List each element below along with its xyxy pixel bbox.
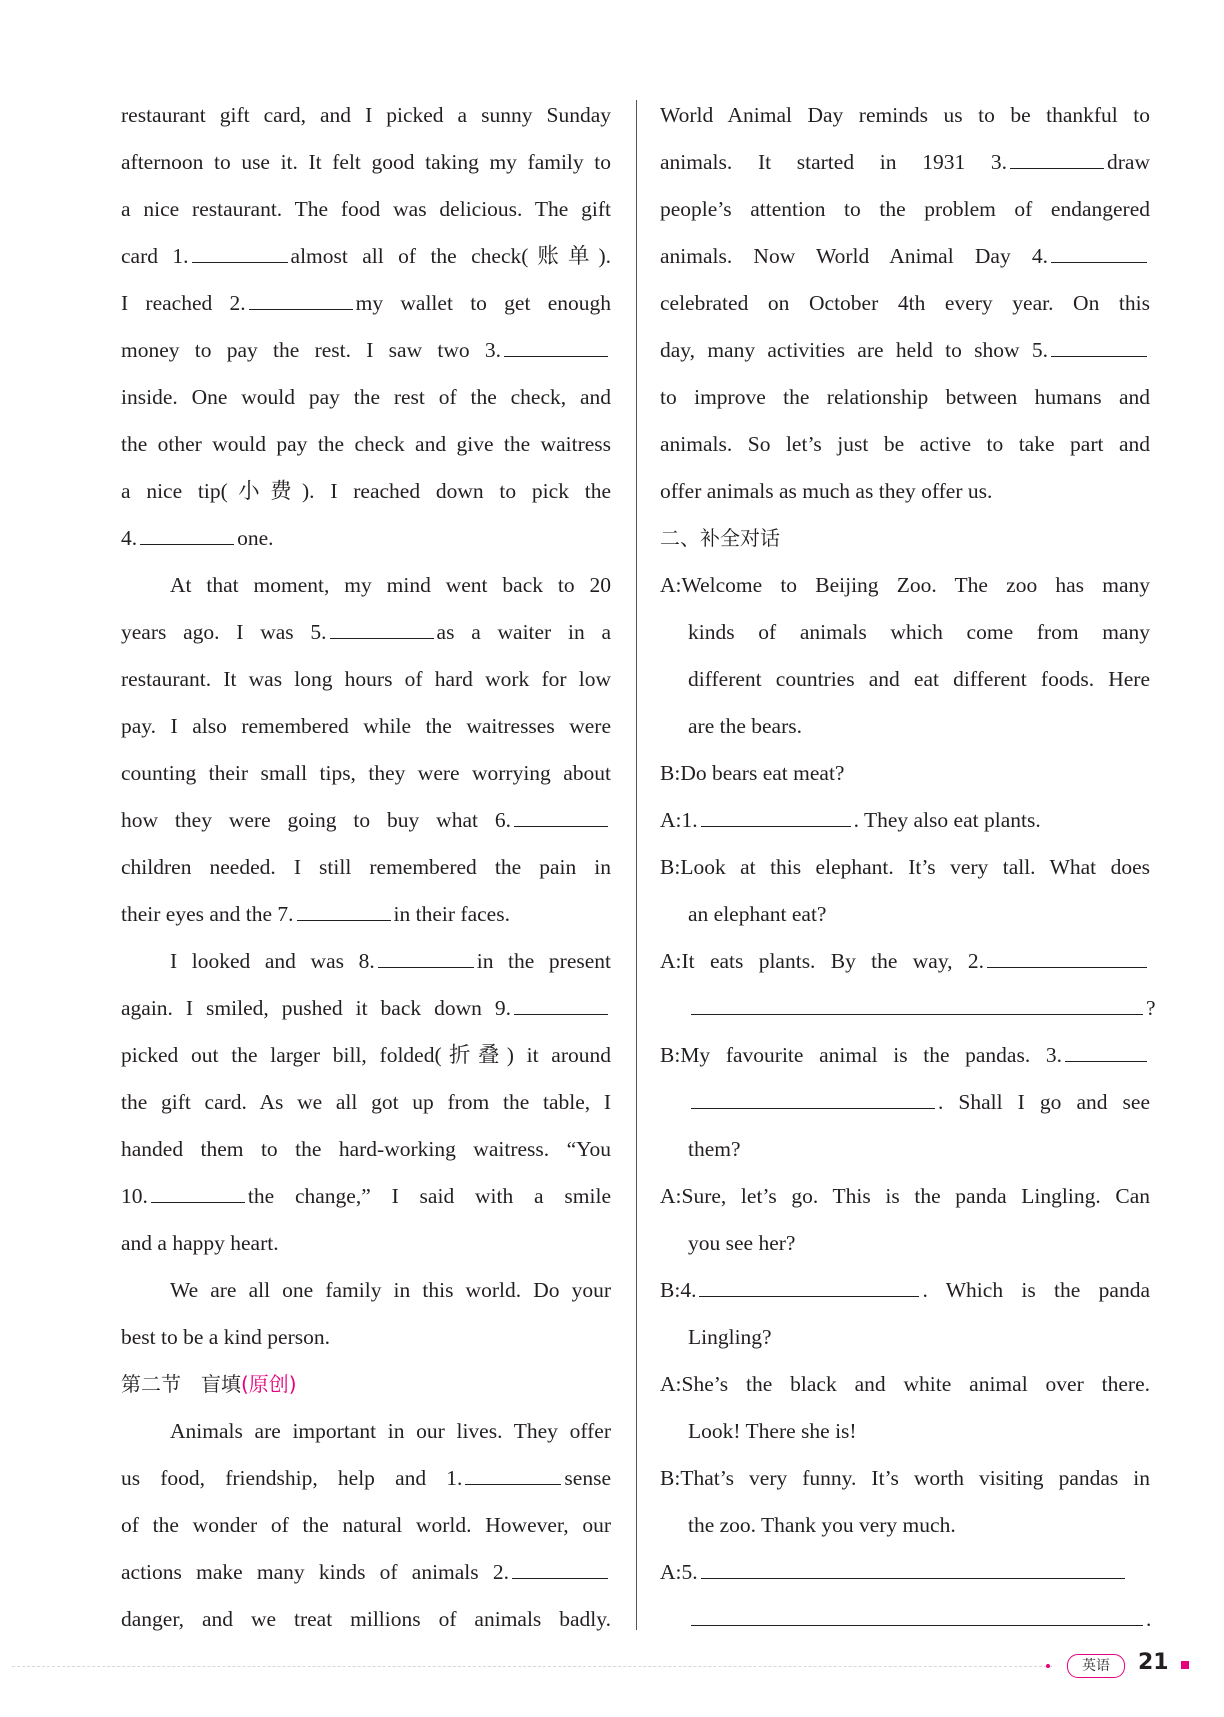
- answer-blank[interactable]: [465, 1467, 561, 1485]
- text-segment: We are all one family in this world. Do your: [170, 1278, 611, 1302]
- text-segment: as a waiter in a: [436, 620, 611, 644]
- text-line: [660, 1361, 1150, 1408]
- text-line: [121, 1314, 611, 1361]
- answer-blank[interactable]: [512, 1561, 608, 1579]
- answer-blank[interactable]: [514, 997, 608, 1015]
- text-segment: animals. It started in 1931 3.: [660, 150, 1008, 174]
- text-segment: A:She’s the black and white animal over there.: [660, 1372, 1150, 1396]
- text-segment: B:4.: [660, 1278, 697, 1302]
- text-line: [660, 1502, 1150, 1549]
- text-line: [121, 1126, 611, 1173]
- answer-blank[interactable]: [1065, 1044, 1147, 1062]
- text-segment: the zoo. Thank you very much.: [688, 1513, 956, 1537]
- text-segment: best to be a kind person.: [121, 1325, 330, 1349]
- text-line: [121, 562, 611, 609]
- text-segment: I reached 2.: [121, 291, 246, 315]
- text-line: [660, 1267, 1150, 1314]
- text-segment: B:Do bears eat meat?: [660, 761, 845, 785]
- text-segment: B:That’s very funny. It’s worth visiting pandas in: [660, 1466, 1150, 1490]
- text-segment: almost all of the check(账单).: [290, 244, 611, 268]
- subject-badge: 英语: [1067, 1654, 1125, 1678]
- text-segment: offer animals as much as they offer us.: [660, 479, 993, 503]
- text-segment: counting their small tips, they were worrying about: [121, 761, 611, 785]
- text-line: [121, 1079, 611, 1126]
- answer-blank[interactable]: [514, 809, 608, 827]
- text-segment: A:Welcome to Beijing Zoo. The zoo has many: [660, 573, 1150, 597]
- text-segment: Look! There she is!: [688, 1419, 857, 1443]
- text-line: [121, 186, 611, 233]
- section-heading: [660, 515, 1150, 562]
- text-segment: At that moment, my mind went back to 20: [170, 573, 611, 597]
- text-line: [660, 327, 1150, 374]
- text-segment: I looked and was 8.: [170, 949, 375, 973]
- text-line: [121, 1502, 611, 1549]
- text-segment: my wallet to get enough: [355, 291, 611, 315]
- answer-blank[interactable]: [987, 950, 1147, 968]
- text-segment: in the present: [476, 949, 612, 973]
- text-segment: A:5.: [660, 1560, 698, 1584]
- text-line: [121, 374, 611, 421]
- text-segment: their eyes and the 7.: [121, 902, 294, 926]
- text-line: [121, 233, 611, 280]
- text-segment: sense: [564, 1466, 611, 1490]
- text-segment: celebrated on October 4th every year. On this: [660, 291, 1150, 315]
- text-line: [660, 1408, 1150, 1455]
- text-segment: ?: [1146, 996, 1156, 1020]
- text-line: [660, 562, 1150, 609]
- text-line: [121, 1267, 611, 1314]
- text-segment: . Shall I go and see: [938, 1090, 1150, 1114]
- text-line: [660, 233, 1150, 280]
- text-segment: animals. Now World Animal Day 4.: [660, 244, 1048, 268]
- text-line: [660, 891, 1150, 938]
- text-line: [121, 844, 611, 891]
- text-segment: a nice tip(小费). I reached down to pick the: [121, 479, 611, 503]
- text-line: [660, 1032, 1150, 1079]
- text-segment: the gift card. As we all got up from the table, I: [121, 1090, 611, 1114]
- answer-blank[interactable]: [691, 997, 1143, 1015]
- text-line: [660, 1455, 1150, 1502]
- text-line: [121, 1596, 611, 1643]
- column-divider: [636, 100, 637, 1630]
- text-segment: and a happy heart.: [121, 1231, 279, 1255]
- text-line: [660, 656, 1150, 703]
- text-segment: inside. One would pay the rest of the check, and: [121, 385, 611, 409]
- text-line: [660, 280, 1150, 327]
- text-line: [660, 1079, 1150, 1126]
- text-segment: one.: [237, 526, 274, 550]
- answer-blank[interactable]: [1051, 245, 1147, 263]
- text-segment: the other would pay the check and give the waitress: [121, 432, 611, 456]
- text-line: [660, 703, 1150, 750]
- text-segment: 第二节 盲填: [121, 1372, 241, 1396]
- text-segment: Lingling?: [688, 1325, 772, 1349]
- answer-blank[interactable]: [699, 1279, 919, 1297]
- text-line: [660, 421, 1150, 468]
- text-line: [121, 938, 611, 985]
- text-line: [660, 1126, 1150, 1173]
- text-line: [660, 1314, 1150, 1361]
- text-line: [660, 1173, 1150, 1220]
- text-line: [121, 468, 611, 515]
- text-segment: Animals are important in our lives. They offer: [170, 1419, 611, 1443]
- text-segment: in their faces.: [393, 902, 510, 926]
- text-line: [121, 891, 611, 938]
- answer-blank[interactable]: [1051, 339, 1147, 357]
- text-segment: you see her?: [688, 1231, 796, 1255]
- text-segment: an elephant eat?: [688, 902, 827, 926]
- answer-blank[interactable]: [378, 950, 474, 968]
- text-segment: us food, friendship, help and 1.: [121, 1466, 463, 1490]
- text-line: [660, 609, 1150, 656]
- page-number: 21: [1138, 1650, 1169, 1675]
- text-segment: B:Look at this elephant. It’s very tall. What does: [660, 855, 1150, 879]
- pink-square-icon: [1181, 1661, 1189, 1669]
- text-segment: of the wonder of the natural world. However, our: [121, 1513, 611, 1537]
- text-segment: children needed. I still remembered the pain in: [121, 855, 611, 879]
- text-line: [660, 1596, 1150, 1643]
- text-segment: money to pay the rest. I saw two 3.: [121, 338, 501, 362]
- text-segment: restaurant. It was long hours of hard work for low: [121, 667, 611, 691]
- answer-blank[interactable]: [249, 292, 353, 310]
- answer-blank[interactable]: [1010, 151, 1104, 169]
- text-segment: draw: [1107, 150, 1150, 174]
- text-segment: . Which is the panda: [922, 1278, 1150, 1302]
- text-line: [121, 421, 611, 468]
- footer-dot-icon: [1046, 1664, 1050, 1668]
- text-line: [121, 1173, 611, 1220]
- text-line: [121, 515, 611, 562]
- text-segment: pay. I also remembered while the waitresses were: [121, 714, 611, 738]
- answer-blank[interactable]: [701, 1561, 1125, 1579]
- left-column: [121, 92, 611, 1643]
- text-segment: A:1.: [660, 808, 698, 832]
- text-line: [121, 797, 611, 844]
- text-line: [121, 1220, 611, 1267]
- text-segment: different countries and eat different foods. Here: [688, 667, 1150, 691]
- text-segment: . They also eat plants.: [853, 808, 1041, 832]
- answer-blank[interactable]: [330, 621, 434, 639]
- text-segment: animals. So let’s just be active to take part and: [660, 432, 1150, 456]
- text-segment: B:My favourite animal is the pandas. 3.: [660, 1043, 1062, 1067]
- text-segment: World Animal Day reminds us to be thankful to: [660, 103, 1150, 127]
- text-line: [121, 609, 611, 656]
- text-segment: again. I smiled, pushed it back down 9.: [121, 996, 511, 1020]
- text-segment: picked out the larger bill, folded(折叠) it around: [121, 1043, 611, 1067]
- text-segment: restaurant gift card, and I picked a sunny Sunday: [121, 103, 611, 127]
- text-segment: afternoon to use it. It felt good taking my family to: [121, 150, 611, 174]
- text-segment: kinds of animals which come from many: [688, 620, 1150, 644]
- text-segment: .: [1146, 1607, 1152, 1631]
- text-line: [121, 1032, 611, 1079]
- text-line: [121, 1455, 611, 1502]
- section-heading: [121, 1361, 611, 1408]
- text-segment: 10.: [121, 1184, 148, 1208]
- text-segment: the change,” I said with a smile: [247, 1184, 611, 1208]
- right-column: [660, 92, 1156, 1643]
- text-line: [660, 139, 1150, 186]
- answer-blank[interactable]: [691, 1608, 1143, 1626]
- text-line: [121, 92, 611, 139]
- answer-blank[interactable]: [504, 339, 608, 357]
- text-line: [121, 985, 611, 1032]
- text-segment: card 1.: [121, 244, 189, 268]
- text-segment: how they were going to buy what 6.: [121, 808, 511, 832]
- text-segment: A:It eats plants. By the way, 2.: [660, 949, 984, 973]
- text-line: [660, 374, 1150, 421]
- text-line: [660, 468, 1150, 515]
- answer-blank[interactable]: [140, 527, 234, 545]
- text-line: [660, 1549, 1150, 1596]
- text-segment: people’s attention to the problem of endangered: [660, 197, 1150, 221]
- text-line: [660, 750, 1150, 797]
- text-segment: them?: [688, 1137, 741, 1161]
- text-segment: 二、补全对话: [660, 526, 780, 550]
- text-line: [121, 1549, 611, 1596]
- text-segment: to improve the relationship between humans and: [660, 385, 1150, 409]
- answer-blank[interactable]: [691, 1091, 935, 1109]
- text-line: [660, 797, 1150, 844]
- text-line: [121, 656, 611, 703]
- answer-blank[interactable]: [151, 1185, 245, 1203]
- answer-blank[interactable]: [192, 245, 288, 263]
- text-line: [660, 1220, 1150, 1267]
- answer-blank[interactable]: [297, 903, 391, 921]
- text-segment: day, many activities are held to show 5.: [660, 338, 1048, 362]
- text-line: [660, 92, 1150, 139]
- text-line: [121, 139, 611, 186]
- text-segment: are the bears.: [688, 714, 802, 738]
- text-line: [660, 985, 1156, 1032]
- answer-blank[interactable]: [701, 809, 851, 827]
- text-line: [660, 186, 1150, 233]
- text-line: [660, 938, 1150, 985]
- text-segment: A:Sure, let’s go. This is the panda Lingling. Can: [660, 1184, 1150, 1208]
- original-tag: (原创): [241, 1372, 297, 1396]
- text-segment: actions make many kinds of animals 2.: [121, 1560, 509, 1584]
- text-line: [121, 280, 611, 327]
- text-segment: handed them to the hard-working waitress. “You: [121, 1137, 611, 1161]
- text-line: [121, 1408, 611, 1455]
- text-segment: 4.: [121, 526, 138, 550]
- text-segment: years ago. I was 5.: [121, 620, 327, 644]
- text-segment: a nice restaurant. The food was delicious. The gift: [121, 197, 611, 221]
- text-line: [660, 844, 1150, 891]
- text-line: [121, 327, 611, 374]
- text-segment: danger, and we treat millions of animals badly.: [121, 1607, 611, 1631]
- text-line: [121, 703, 611, 750]
- text-line: [121, 750, 611, 797]
- footer-rule: [12, 1666, 1052, 1667]
